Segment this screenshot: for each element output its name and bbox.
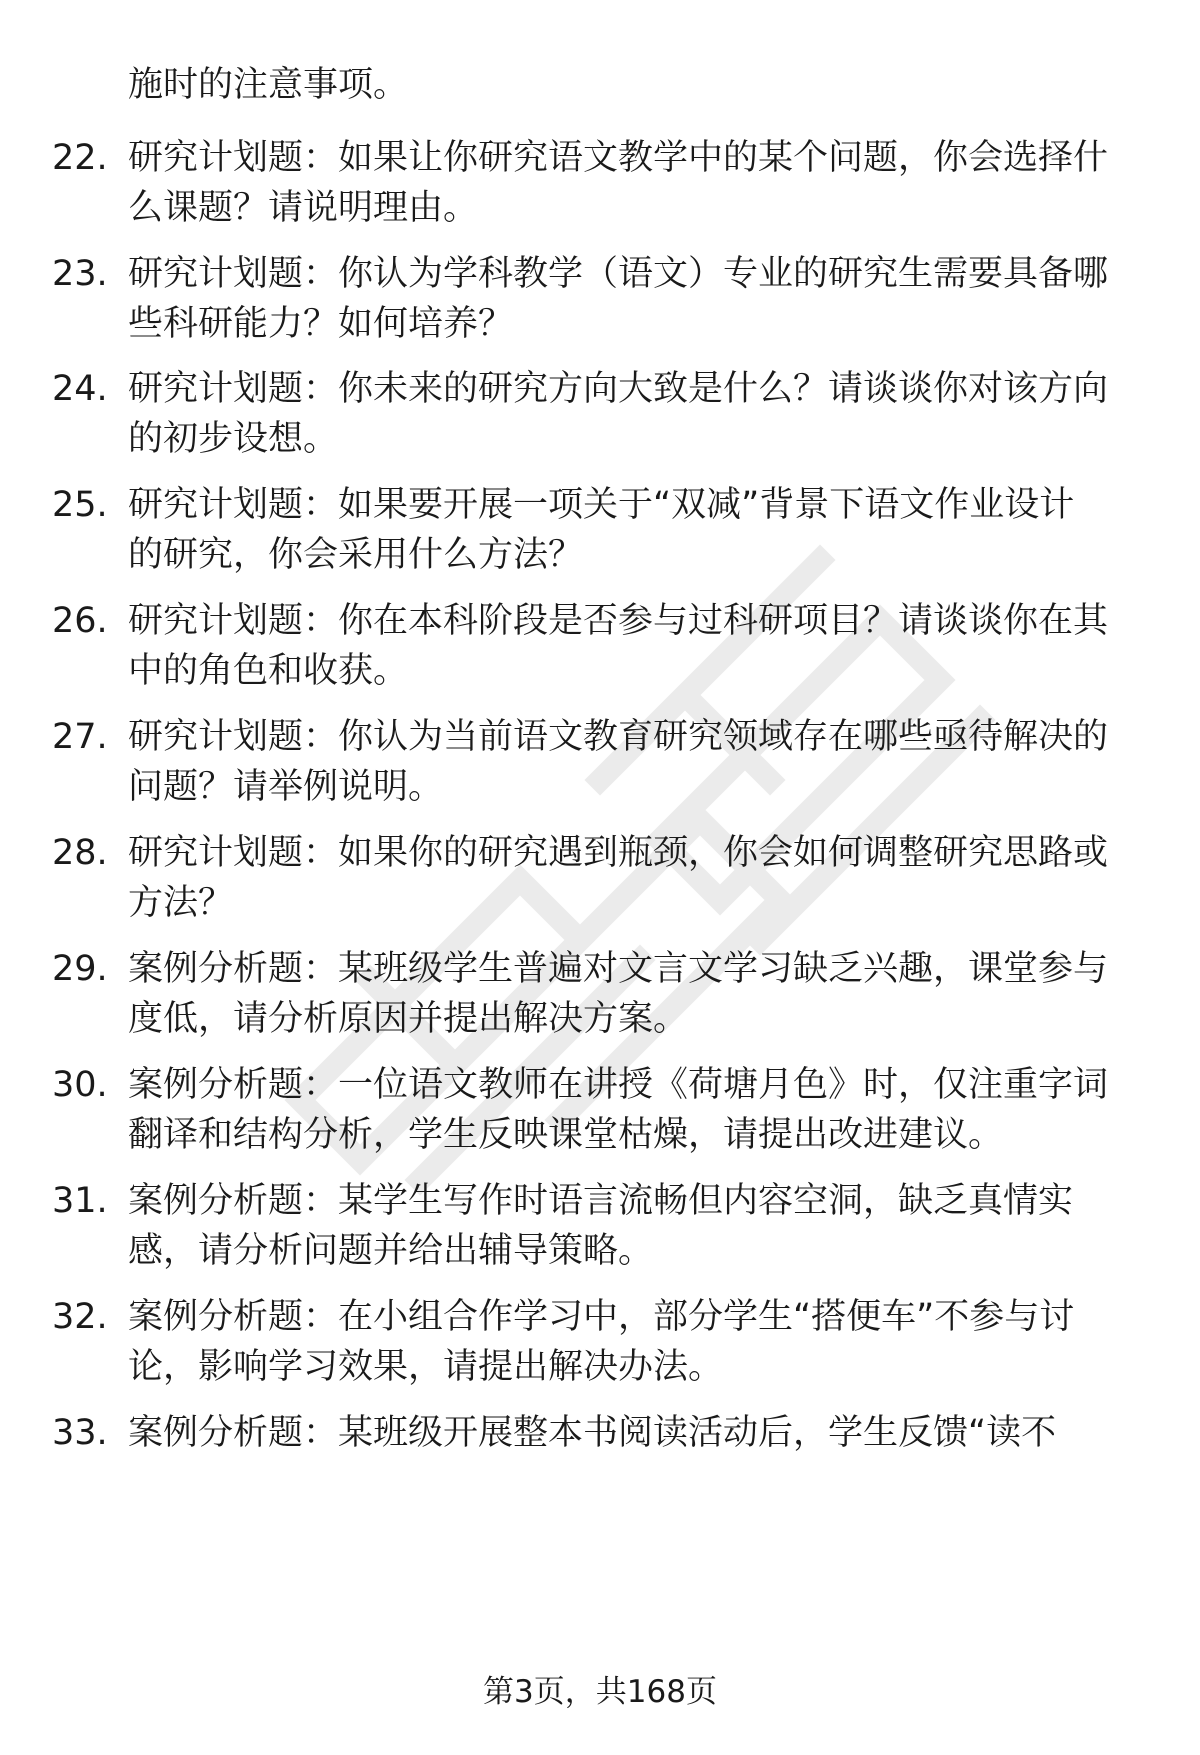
page-footer: 第3页，共168页 bbox=[483, 1674, 717, 1710]
question-text-line: 研究计划题：如果让你研究语文教学中的某个问题，你会选择什 bbox=[128, 138, 1109, 178]
continuation-line: 施时的注意事项。 bbox=[128, 65, 409, 105]
question-text-line: 问题？请举例说明。 bbox=[128, 767, 444, 807]
question-text-line: 案例分析题：在小组合作学习中，部分学生“搭便车”不参与讨 bbox=[128, 1297, 1075, 1337]
question-number: 25. bbox=[52, 485, 108, 525]
question-text-line: 的初步设想。 bbox=[128, 419, 339, 459]
question-text-line: 案例分析题：某学生写作时语言流畅但内容空洞，缺乏真情实 bbox=[128, 1181, 1074, 1221]
question-text-line: 研究计划题：你认为学科教学（语文）专业的研究生需要具备哪 bbox=[128, 254, 1109, 294]
question-number: 33. bbox=[52, 1413, 108, 1453]
question-text-line: 论，影响学习效果，请提出解决办法。 bbox=[128, 1347, 724, 1387]
question-number: 29. bbox=[52, 949, 108, 989]
question-text-line: 么课题？请说明理由。 bbox=[128, 188, 479, 228]
question-text-line: 的研究，你会采用什么方法？ bbox=[128, 535, 584, 575]
question-text-line: 研究计划题：如果要开展一项关于“双减”背景下语文作业设计 bbox=[128, 485, 1075, 525]
question-text-line: 度低，请分析原因并提出解决方案。 bbox=[128, 999, 689, 1039]
question-number: 24. bbox=[52, 369, 108, 409]
question-number: 22. bbox=[52, 138, 108, 178]
question-text-line: 方法？ bbox=[128, 883, 234, 923]
question-text-line: 研究计划题：你认为当前语文教育研究领域存在哪些亟待解决的 bbox=[128, 717, 1109, 757]
question-text-line: 研究计划题：你未来的研究方向大致是什么？请谈谈你对该方向 bbox=[128, 369, 1109, 409]
question-number: 28. bbox=[52, 833, 108, 873]
question-text-line: 研究计划题：你在本科阶段是否参与过科研项目？请谈谈你在其 bbox=[128, 601, 1109, 641]
question-text-line: 些科研能力？如何培养？ bbox=[128, 304, 514, 344]
question-number: 30. bbox=[52, 1065, 108, 1105]
question-text-line: 研究计划题：如果你的研究遇到瓶颈，你会如何调整研究思路或 bbox=[128, 833, 1109, 873]
question-text-line: 中的角色和收获。 bbox=[128, 651, 409, 691]
question-number: 26. bbox=[52, 601, 108, 641]
question-text-line: 翻译和结构分析，学生反映课堂枯燥，请提出改进建议。 bbox=[128, 1115, 1004, 1155]
question-text-line: 案例分析题：某班级开展整本书阅读活动后，学生反馈“读不 bbox=[128, 1413, 1057, 1453]
question-text-line: 感，请分析问题并给出辅导策略。 bbox=[128, 1231, 654, 1271]
question-text-line: 案例分析题：某班级学生普遍对文言文学习缺乏兴趣，课堂参与 bbox=[128, 949, 1109, 989]
question-number: 23. bbox=[52, 254, 108, 294]
question-text-line: 案例分析题：一位语文教师在讲授《荷塘月色》时，仅注重字词 bbox=[128, 1065, 1109, 1105]
question-number: 27. bbox=[52, 717, 108, 757]
question-number: 32. bbox=[52, 1297, 108, 1337]
question-number: 31. bbox=[52, 1181, 108, 1221]
